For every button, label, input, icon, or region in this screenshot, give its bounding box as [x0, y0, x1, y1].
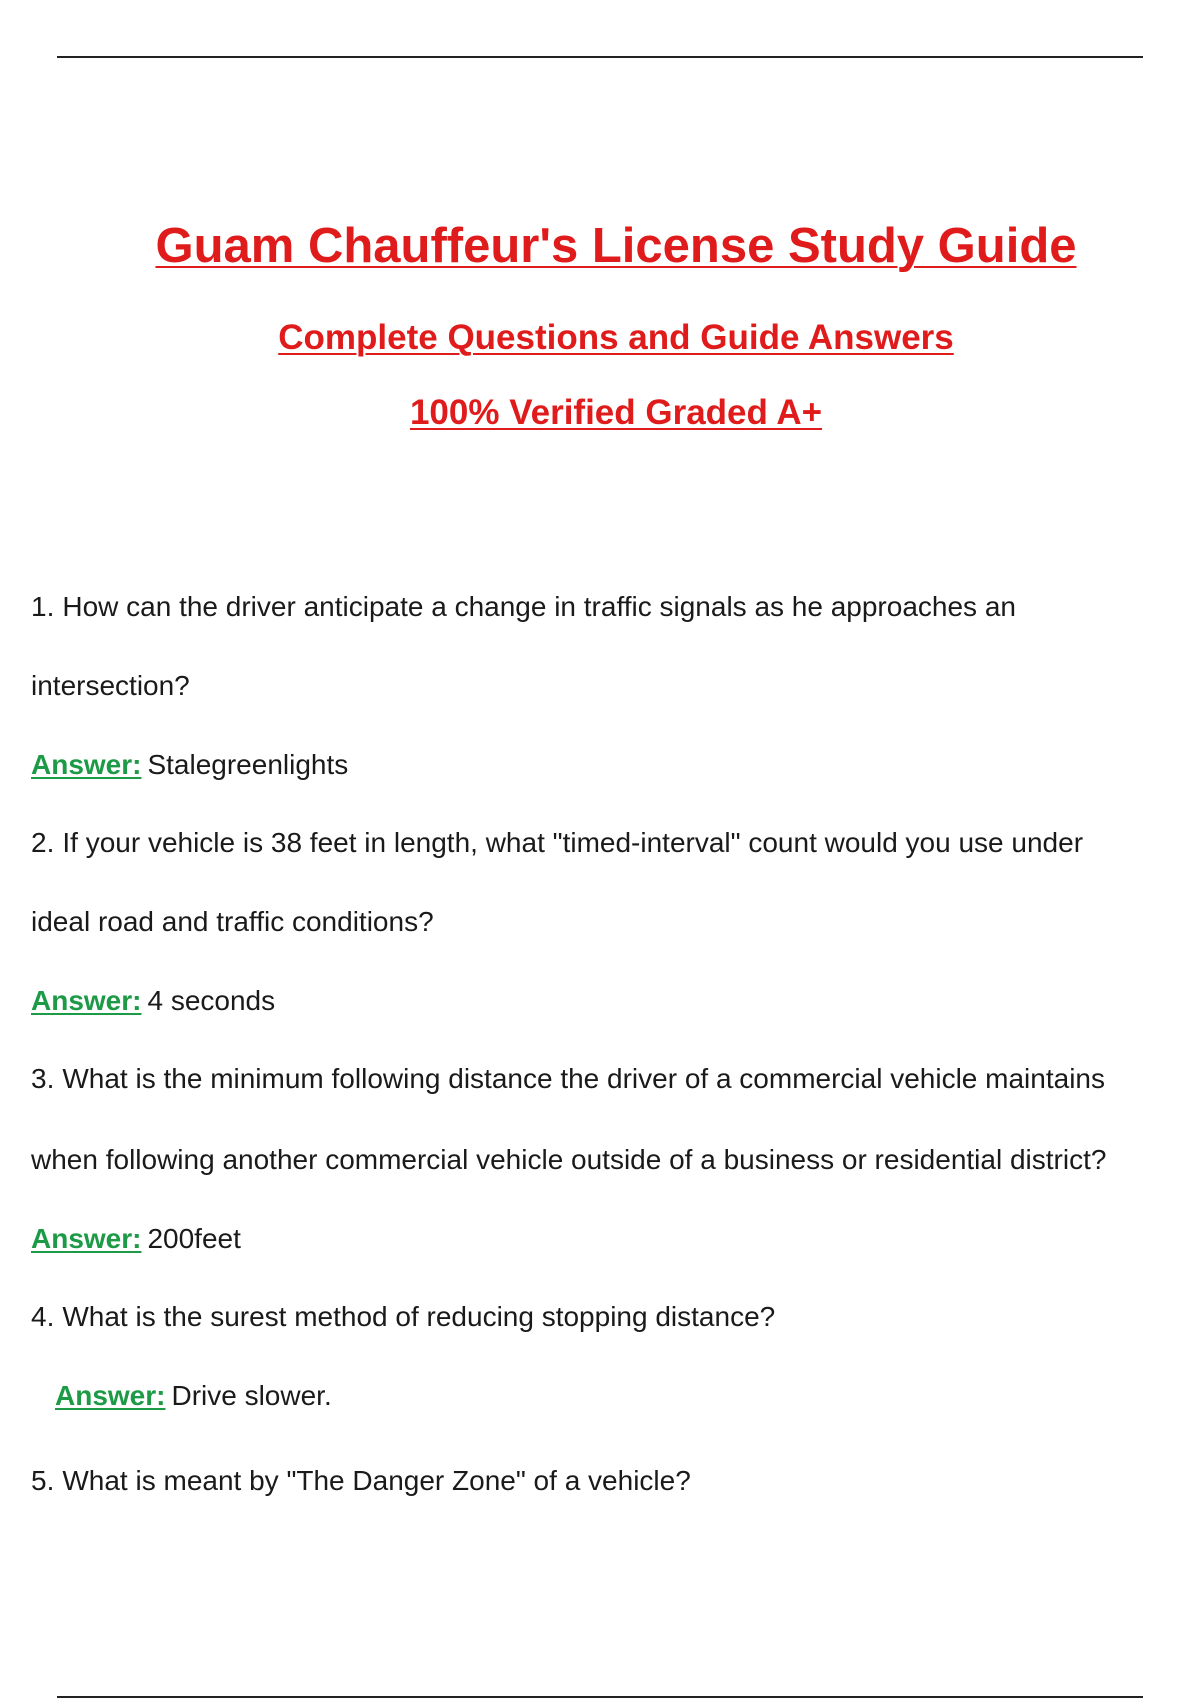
answer-text: 4 seconds [147, 985, 276, 1016]
question-text: How can the driver anticipate a change in traffic signals as he approaches an [62, 591, 1016, 622]
question-text: What is the surest method of reducing stopping distance? [62, 1301, 776, 1332]
answer-text: Stalegreenlights [147, 749, 349, 780]
question-1-continued: intersection? [31, 670, 190, 701]
page-title: Guam Chauffeur's License Study Guide [155, 219, 1077, 273]
question-3 [31, 1062, 1105, 1096]
bottom-divider [57, 1696, 1143, 1698]
question-1 [31, 590, 1016, 624]
question-text: What is the minimum following distance the driver of a commercial vehicle maintains [62, 1063, 1105, 1094]
top-divider [57, 56, 1143, 58]
answer-text: 200feet [147, 1223, 241, 1254]
question-number: 4. [31, 1301, 55, 1332]
answer-2 [31, 984, 275, 1018]
answer-1 [31, 748, 348, 782]
page-subtitle: Complete Questions and Guide Answers [278, 318, 954, 357]
question-number: 2. [31, 827, 55, 858]
answer-4 [55, 1379, 332, 1413]
question-number: 1. [31, 591, 55, 622]
answer-label: Answer: [31, 985, 142, 1016]
question-4 [31, 1300, 775, 1334]
grade-banner: 100% Verified Graded A+ [409, 393, 823, 432]
question-2 [31, 826, 1083, 860]
question-number: 3. [31, 1063, 55, 1094]
question-number: 5. [31, 1465, 55, 1496]
answer-label: Answer: [55, 1380, 166, 1411]
question-text: What is meant by "The Danger Zone" of a vehicle? [62, 1465, 691, 1496]
question-text: If your vehicle is 38 feet in length, what "timed-interval" count would you use under [62, 827, 1084, 858]
answer-3 [31, 1222, 241, 1256]
answer-label: Answer: [31, 1223, 142, 1254]
answer-text: Drive slower. [171, 1380, 332, 1411]
question-2-continued: ideal road and traffic conditions? [31, 906, 434, 937]
question-5 [31, 1464, 691, 1498]
answer-label: Answer: [31, 749, 142, 780]
question-3-continued: when following another commercial vehicle outside of a business or residential district? [31, 1144, 1107, 1175]
